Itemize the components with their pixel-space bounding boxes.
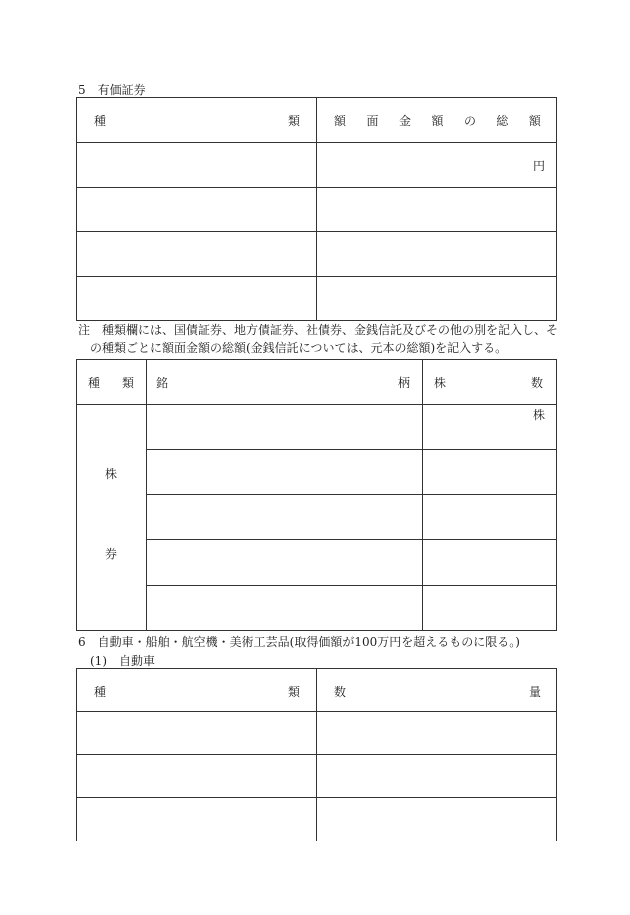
header-char: 総 bbox=[496, 114, 509, 128]
header-char: 類 bbox=[287, 685, 300, 699]
stock-category-char: 券 bbox=[105, 547, 118, 561]
stocks-table bbox=[76, 359, 557, 631]
securities-table-row-line bbox=[76, 276, 557, 277]
header-char: 数 bbox=[530, 376, 543, 390]
stock-category-char: 株 bbox=[105, 467, 118, 481]
stocks-table-header-line bbox=[76, 404, 557, 405]
header-char: 銘 bbox=[156, 376, 169, 390]
securities-table-row-line bbox=[76, 231, 557, 232]
header-char: 種 bbox=[88, 376, 101, 390]
stocks-table-row-line bbox=[146, 585, 557, 586]
stocks-table-divider bbox=[146, 359, 147, 631]
header-char: 数 bbox=[334, 685, 347, 699]
header-char: 株 bbox=[434, 376, 447, 390]
vehicle-table-header-line bbox=[76, 711, 557, 712]
section6-subtitle: (1) 自動車 bbox=[90, 654, 155, 668]
stocks-table-row-line bbox=[146, 494, 557, 495]
note-line-1: 注 種類欄には、国債証券、地方債証券、社債券、金銭信託及びその他の別を記入し、そ bbox=[78, 323, 559, 337]
vehicle-table-row-line bbox=[76, 797, 557, 798]
yen-unit: 円 bbox=[533, 159, 546, 173]
stocks-table-row-line bbox=[146, 539, 557, 540]
header-char: 柄 bbox=[397, 376, 410, 390]
header-char: 種 bbox=[94, 114, 107, 128]
header-char: 量 bbox=[528, 685, 541, 699]
securities-table-divider bbox=[316, 97, 317, 321]
securities-table-header-line bbox=[76, 142, 557, 143]
stocks-header-type bbox=[88, 374, 134, 391]
stocks-table-divider bbox=[422, 359, 423, 631]
securities-header-amount bbox=[334, 112, 541, 129]
header-char: 金 bbox=[398, 114, 411, 128]
vehicle-header-type bbox=[94, 683, 300, 700]
header-char: 額 bbox=[431, 114, 444, 128]
header-char: の bbox=[463, 114, 476, 128]
header-char: 面 bbox=[366, 114, 379, 128]
header-char: 種 bbox=[94, 685, 107, 699]
header-char: 額 bbox=[528, 114, 541, 128]
header-char: 類 bbox=[121, 376, 134, 390]
header-char: 額 bbox=[334, 114, 347, 128]
stocks-header-brand bbox=[156, 374, 410, 391]
securities-header-type bbox=[94, 112, 300, 129]
shares-unit: 株 bbox=[533, 408, 546, 422]
stocks-table-row-line bbox=[146, 449, 557, 450]
section6-title: 6 自動車・船舶・航空機・美術工芸品(取得価額が100万円を超えるものに限る。) bbox=[78, 635, 520, 649]
securities-table-row-line bbox=[76, 187, 557, 188]
note-line-2: の種類ごとに額面金額の総額(金銭信託については、元本の総額)を記入する。 bbox=[90, 341, 508, 355]
header-char: 類 bbox=[287, 114, 300, 128]
section5-title: 5 有価証券 bbox=[78, 83, 146, 97]
vehicle-table-row-line bbox=[76, 754, 557, 755]
stocks-header-shares bbox=[434, 374, 543, 391]
vehicle-header-qty bbox=[334, 683, 541, 700]
